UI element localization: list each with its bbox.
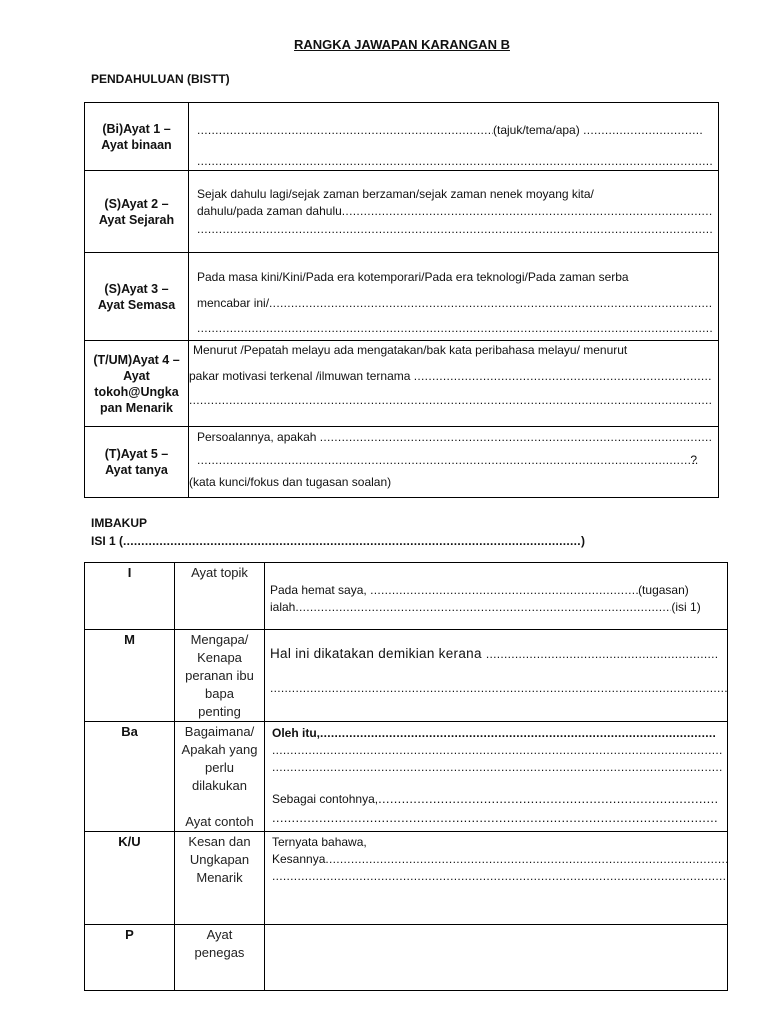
prompt-text: Hal ini dikatakan demikian kerana — [270, 646, 486, 661]
table-row — [85, 171, 719, 253]
row-label-text: (T)Ayat 5 – Ayat tanya — [104, 447, 169, 477]
row-label — [85, 341, 189, 427]
prompt-text: Oleh itu, — [272, 726, 320, 740]
table-row — [85, 925, 728, 991]
answer-line — [197, 122, 712, 138]
prompt-text: Pada hemat saya, — [270, 583, 371, 597]
row-letter: Ba — [85, 722, 175, 832]
row-label-text: (T/UM)Ayat 4 – Ayat tokoh@Ungka pan Menarik — [93, 352, 180, 415]
answer-cell[interactable] — [265, 832, 728, 925]
prompt-text: Sebagai contohnya, — [272, 792, 379, 806]
answer-line — [272, 810, 719, 826]
section-heading-imbakup: IMBAKUP — [91, 516, 147, 530]
table-row — [85, 722, 728, 832]
answer-cell[interactable] — [265, 925, 728, 991]
answer-line — [189, 392, 712, 408]
imbakup-table — [84, 562, 728, 991]
answer-cell[interactable] — [265, 722, 728, 832]
row-label-text: (S)Ayat 2 – Ayat Sejarah — [98, 196, 175, 227]
answer-line — [272, 868, 727, 884]
prompt-text: ialah — [270, 600, 296, 614]
row-label — [85, 171, 189, 253]
answer-cell[interactable] — [265, 630, 728, 722]
answer-line — [197, 153, 712, 169]
answer-line — [270, 599, 719, 615]
isi-heading — [91, 534, 611, 548]
answer-cell[interactable] — [189, 103, 719, 171]
row-description-text: Ayat penegas — [194, 927, 245, 960]
prompt-text: Kesannya — [272, 852, 326, 866]
answer-line: Menurut /Pepatah melayu ada mengatakan/bak kata peribahasa melayu/ menurut — [193, 343, 628, 357]
row-description — [175, 563, 265, 630]
answer-cell[interactable] — [189, 253, 719, 341]
isi-label: ISI 1 ( — [91, 534, 124, 548]
row-letter: M — [85, 630, 175, 722]
answer-line — [197, 203, 712, 219]
prompt-text: mencabar ini/ — [197, 296, 270, 310]
question-mark: ? — [690, 453, 697, 467]
table-row — [85, 832, 728, 925]
row-description — [175, 630, 265, 722]
hint-text: (tajuk/tema/apa) — [493, 123, 580, 137]
row-label-text: (Bi)Ayat 1 – Ayat binaan — [101, 121, 172, 152]
answer-line — [197, 295, 712, 311]
answer-line — [189, 368, 712, 384]
row-label-text: (S)Ayat 3 – Ayat Semasa — [97, 281, 176, 312]
answer-line — [272, 725, 715, 741]
answer-line: Ternyata bahawa, — [272, 835, 367, 849]
row-description — [175, 832, 265, 925]
row-description — [175, 722, 265, 832]
prompt-text: pakar motivasi terkenal /ilmuwan ternama — [189, 369, 411, 383]
hint-text: (tugasan) — [638, 583, 689, 597]
row-letter: I — [85, 563, 175, 630]
table-row — [85, 563, 728, 630]
row-letter: K/U — [85, 832, 175, 925]
prompt-text: Persoalannya, apakah — [197, 430, 317, 444]
answer-line — [270, 646, 717, 662]
answer-cell[interactable] — [189, 427, 719, 498]
row-description-text: Mengapa/ Kenapa peranan ibu bapa penting — [185, 632, 254, 719]
answer-line — [197, 452, 698, 468]
table-row — [85, 341, 719, 427]
answer-line — [270, 582, 719, 598]
hint-text: (isi 1) — [671, 600, 701, 614]
answer-line — [272, 759, 723, 775]
row-description-text: Ayat topik — [191, 565, 248, 580]
isi-close: ) — [581, 534, 586, 548]
row-description-text: Bagaimana/ Apakah yang perlu dilakukan Ayat contoh — [181, 724, 258, 829]
pendahuluan-table — [84, 102, 719, 498]
answer-line — [272, 851, 727, 867]
answer-line — [272, 791, 719, 807]
answer-line: Pada masa kini/Kini/Pada era kotemporari/Pada era teknologi/Pada zaman serba — [197, 270, 629, 284]
answer-line — [270, 680, 727, 696]
row-description — [175, 925, 265, 991]
table-row — [85, 253, 719, 341]
table-row — [85, 630, 728, 722]
row-description-text: Kesan dan Ungkapan Menarik — [188, 834, 251, 885]
answer-line — [197, 429, 712, 445]
page-title: RANGKA JAWAPAN KARANGAN B — [294, 37, 510, 52]
answer-line — [197, 320, 712, 336]
answer-line: Sejak dahulu lagi/sejak zaman berzaman/sejak zaman nenek moyang kita/ — [197, 187, 594, 201]
table-row — [85, 103, 719, 171]
answer-cell[interactable] — [189, 171, 719, 253]
hint-text: (kata kunci/fokus dan tugasan soalan) — [189, 475, 392, 489]
answer-line — [197, 221, 712, 237]
answer-cell[interactable] — [189, 341, 719, 427]
row-label — [85, 253, 189, 341]
answer-cell[interactable] — [265, 563, 728, 630]
prompt-text: dahulu/pada zaman dahulu — [197, 204, 342, 218]
answer-line — [272, 742, 723, 758]
row-label — [85, 103, 189, 171]
table-row — [85, 427, 719, 498]
section-heading-pendahuluan: PENDAHULUAN (BISTT) — [91, 72, 230, 86]
row-letter: P — [85, 925, 175, 991]
row-label — [85, 427, 189, 498]
